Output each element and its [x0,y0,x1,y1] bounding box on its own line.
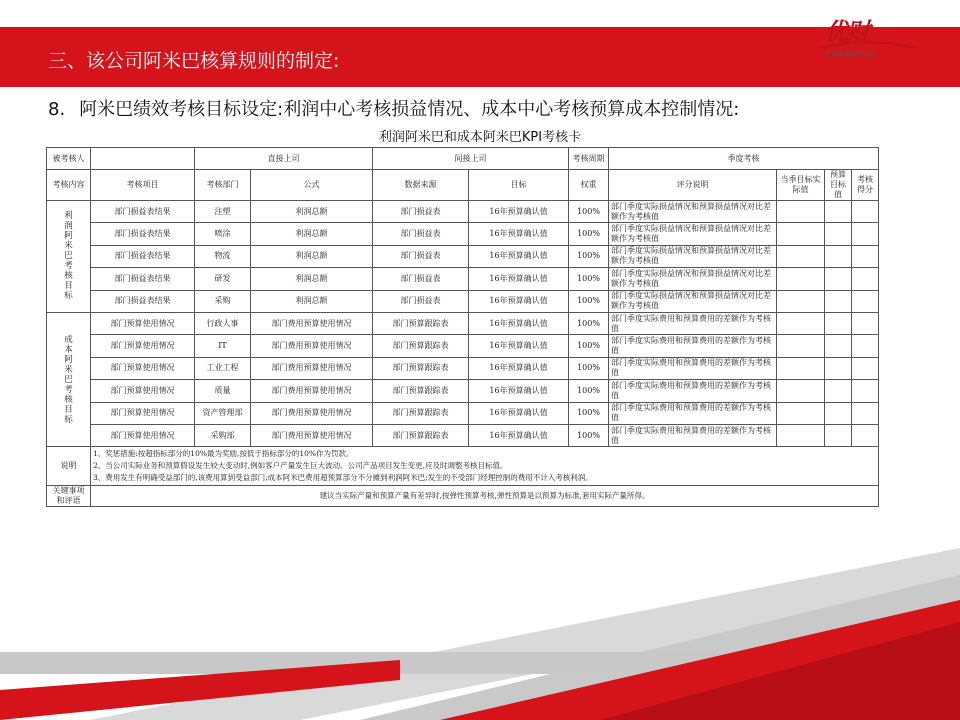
item-cell: 部门预算使用情况 [91,335,195,357]
weight-cell: 100% [569,402,609,424]
formula-cell: 部门费用预算使用情况 [251,402,373,424]
dept-cell: 资产管理部 [195,402,251,424]
item-cell: 部门预算使用情况 [91,380,195,402]
table-row [47,201,879,223]
budget-cell[interactable] [825,223,852,245]
actual-cell[interactable] [777,223,825,245]
dept-cell: 物流 [195,245,251,267]
table-row [47,245,879,267]
score-cell[interactable] [852,335,879,357]
budget-cell[interactable] [825,201,852,223]
item-cell: 部门预算使用情况 [91,424,195,446]
target-cell: 16年预算确认值 [469,335,569,357]
col-budget: 预算目标值 [825,170,852,201]
subtitle-text: 阿米巴绩效考核目标设定:利润中心考核损益情况、成本中心考核预算成本控制情况: [79,99,740,120]
logo-glyph: 优财 [824,17,868,46]
assessee-value [91,148,195,170]
col-source: 数据来源 [373,170,469,201]
note-line: 3、费用发生有明确受益部门的,该费用算到受益部门;成本阿米巴费用超预算部分不分摊到利润阿米巴;发生的不受部门经理控制的费用不计入考核利润。 [93,473,593,483]
item-cell: 部门预算使用情况 [91,312,195,334]
formula-cell: 利润总额 [251,268,373,290]
scoring-cell: 部门季度实际损益情况和预算损益情况对比差额作为考核值 [609,245,777,267]
company-logo [820,10,916,66]
scoring-cell: 部门季度实际费用和预算费用的差额作为考核值 [609,424,777,446]
table-row [47,223,879,245]
weight-cell: 100% [569,223,609,245]
scoring-cell: 部门季度实际费用和预算费用的差额作为考核值 [609,402,777,424]
key-remarks-row [47,486,879,507]
actual-cell[interactable] [777,424,825,446]
item-cell: 部门损益表结果 [91,290,195,312]
item-cell: 部门损益表结果 [91,223,195,245]
item-cell: 部门损益表结果 [91,245,195,267]
scoring-cell: 部门季度实际费用和预算费用的差额作为考核值 [609,380,777,402]
formula-cell: 部门费用预算使用情况 [251,357,373,379]
table-row [47,290,879,312]
notes-content [91,447,879,486]
budget-cell[interactable] [825,268,852,290]
score-cell[interactable] [852,424,879,446]
table-row [47,424,879,446]
col-formula: 公式 [251,170,373,201]
source-cell: 部门损益表 [373,201,469,223]
dept-cell: 工业工程 [195,357,251,379]
budget-cell[interactable] [825,290,852,312]
col-score: 考核得分 [852,170,879,201]
budget-cell[interactable] [825,245,852,267]
notes-label: 说明 [47,447,91,486]
target-cell: 16年预算确认值 [469,357,569,379]
period-value: 季度考核 [609,148,879,170]
table-row [47,335,879,357]
col-content: 考核内容 [47,170,91,201]
formula-cell: 利润总额 [251,290,373,312]
logo-tagline: CMA原创专家 [826,50,876,59]
period-label: 考核周期 [569,148,609,170]
scoring-cell: 部门季度实际费用和预算费用的差额作为考核值 [609,312,777,334]
col-scoring: 评分说明 [609,170,777,201]
scoring-cell: 部门季度实际损益情况和预算损益情况对比差额作为考核值 [609,201,777,223]
target-cell: 16年预算确认值 [469,223,569,245]
score-cell[interactable] [852,201,879,223]
budget-cell[interactable] [825,402,852,424]
item-cell: 部门损益表结果 [91,268,195,290]
scoring-cell: 部门季度实际损益情况和预算损益情况对比差额作为考核值 [609,223,777,245]
assessee-label: 被考核人 [47,148,91,170]
table-row [47,402,879,424]
target-cell: 16年预算确认值 [469,268,569,290]
score-cell[interactable] [852,268,879,290]
table-row [47,268,879,290]
actual-cell[interactable] [777,312,825,334]
formula-cell: 部门费用预算使用情况 [251,335,373,357]
score-cell[interactable] [852,380,879,402]
slide-title: 三、该公司阿米巴核算规则的制定: [48,50,340,72]
col-actual: 当季目标实际值 [777,170,825,201]
dept-cell: IT [195,335,251,357]
note-line: 2、当公司实际业务和预算假设发生较大变动时,例如客户产量发生巨大波动、公司产品项目发生变更,应及时调整考核目标值。 [93,461,508,471]
target-cell: 16年预算确认值 [469,380,569,402]
source-cell: 部门预算跟踪表 [373,424,469,446]
target-cell: 16年预算确认值 [469,424,569,446]
direct-superior-label: 直接上司 [195,148,373,170]
col-target: 目标 [469,170,569,201]
target-cell: 16年预算确认值 [469,312,569,334]
kpi-table [46,147,879,507]
source-cell: 部门损益表 [373,245,469,267]
actual-cell[interactable] [777,357,825,379]
formula-cell: 利润总额 [251,201,373,223]
weight-cell: 100% [569,380,609,402]
weight-cell: 100% [569,335,609,357]
key-remarks-text: 建议当实际产量和预算产量有差异时,按弹性预算考核,弹性预算是以预算为标准,套用实际产量所得。 [91,486,879,507]
source-cell: 部门预算跟踪表 [373,402,469,424]
dept-cell: 采购部 [195,424,251,446]
scoring-cell: 部门季度实际损益情况和预算损益情况对比差额作为考核值 [609,290,777,312]
cost-amoeba-group-label [47,312,91,446]
scoring-cell: 部门季度实际费用和预算费用的差额作为考核值 [609,357,777,379]
weight-cell: 100% [569,201,609,223]
budget-cell[interactable] [825,312,852,334]
weight-cell: 100% [569,424,609,446]
scoring-cell: 部门季度实际费用和预算费用的差额作为考核值 [609,335,777,357]
source-cell: 部门损益表 [373,290,469,312]
formula-cell: 部门费用预算使用情况 [251,380,373,402]
profit-amoeba-group-label-text: 利润阿米巴考核目标 [64,211,73,302]
item-cell: 部门预算使用情况 [91,402,195,424]
key-remarks-label: 关键事项和评语 [47,486,91,507]
actual-cell[interactable] [777,335,825,357]
weight-cell: 100% [569,357,609,379]
header-row-2 [47,170,879,201]
scoring-cell: 部门季度实际损益情况和预算损益情况对比差额作为考核值 [609,268,777,290]
dept-cell: 行政人事 [195,312,251,334]
source-cell: 部门损益表 [373,223,469,245]
score-cell[interactable] [852,290,879,312]
formula-cell: 利润总额 [251,223,373,245]
budget-cell[interactable] [825,380,852,402]
table-row [47,380,879,402]
note-line: 1、奖惩措施:按超指标部分的10%最为奖励,按低于指标部分的10%作为罚款。 [93,449,354,459]
kpi-card-title: 利润阿米巴和成本阿米巴KPI考核卡 [378,130,582,145]
notes-row [47,447,879,486]
target-cell: 16年预算确认值 [469,245,569,267]
score-cell[interactable] [852,402,879,424]
dept-cell: 注塑 [195,201,251,223]
score-cell[interactable] [852,245,879,267]
col-weight: 权重 [569,170,609,201]
source-cell: 部门预算跟踪表 [373,312,469,334]
section-subtitle [48,95,739,121]
formula-cell: 部门费用预算使用情况 [251,312,373,334]
actual-cell[interactable] [777,380,825,402]
dept-cell: 研发 [195,268,251,290]
dept-cell: 采购 [195,290,251,312]
weight-cell: 100% [569,245,609,267]
col-item: 考核项目 [91,170,195,201]
weight-cell: 100% [569,268,609,290]
source-cell: 部门损益表 [373,268,469,290]
table-row [47,357,879,379]
source-cell: 部门预算跟踪表 [373,335,469,357]
indirect-superior-label: 间接上司 [373,148,569,170]
score-cell[interactable] [852,357,879,379]
target-cell: 16年预算确认值 [469,290,569,312]
dept-cell: 质量 [195,380,251,402]
budget-cell[interactable] [825,424,852,446]
score-cell[interactable] [852,223,879,245]
source-cell: 部门预算跟踪表 [373,380,469,402]
budget-cell[interactable] [825,357,852,379]
item-cell: 部门损益表结果 [91,201,195,223]
subtitle-number: 8. [48,99,66,120]
formula-cell: 利润总额 [251,245,373,267]
profit-amoeba-group-label [47,201,91,313]
col-dept: 考核部门 [195,170,251,201]
source-cell: 部门预算跟踪表 [373,357,469,379]
target-cell: 16年预算确认值 [469,201,569,223]
actual-cell[interactable] [777,201,825,223]
budget-cell[interactable] [825,335,852,357]
actual-cell[interactable] [777,290,825,312]
score-cell[interactable] [852,312,879,334]
cost-amoeba-group-label-text: 成本阿米巴考核目标 [64,334,73,425]
target-cell: 16年预算确认值 [469,402,569,424]
header-row-1 [47,148,879,170]
weight-cell: 100% [569,312,609,334]
item-cell: 部门预算使用情况 [91,357,195,379]
actual-cell[interactable] [777,402,825,424]
dept-cell: 喷涂 [195,223,251,245]
weight-cell: 100% [569,290,609,312]
formula-cell: 部门费用预算使用情况 [251,424,373,446]
actual-cell[interactable] [777,268,825,290]
actual-cell[interactable] [777,245,825,267]
table-row [47,312,879,334]
